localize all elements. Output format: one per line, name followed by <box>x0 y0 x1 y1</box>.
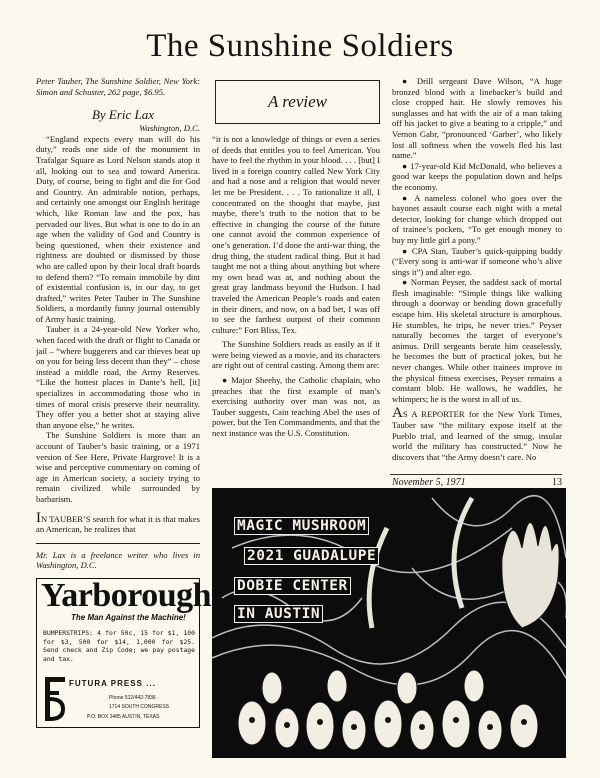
ad-bumperstrips-text: BUMPERSTRIPS: 4 for 50c, 15 for $1, 100 for $3, 500 for $14, 1,000 for $25. Send check and Zip Code; we pay postage and tax. <box>43 629 195 663</box>
paragraph: “England expects every man will do his duty,” reads one side of the monument in Trafalgar Square as Lord Nelson stands atop it all, looking out to sea and toward America. Duty, of course, being to fight and die for God and Country. An admirable notion, perhaps, and certainly one amongst our English heritage which, like Roman law and the pox, has pervaded our lives. But what is one to do in an age when the validity of God and Country is being questioned, when their existence and rightness are doubted or dismissed by those who are called upon by their local draft boards to defend them? “To remain immobile by dint of existential confusion is, in our day, to get drafted,” writes Peter Tauber in The Sunshine Soldiers, a mordantly funny journal ostensibly of Army basic training. <box>36 133 200 324</box>
futura-press <box>45 677 197 725</box>
column-3 <box>392 76 562 472</box>
article-title: The Sunshine Soldiers <box>146 28 454 64</box>
issue-date: November 5, 1971 <box>392 477 466 488</box>
page-footer <box>392 477 562 488</box>
press-address: 1714 SOUTH CONGRESS <box>109 704 170 710</box>
paragraph-text: S A REPORTER for the New York Times, Tauber saw “the military expose itself at the Pueblo trial, and learned of the smug, insular world the military has constructed.” Now he discovers that “the Army doesn’t care. No <box>392 409 562 462</box>
paragraph-text: N TAUBER’S search for what it is that makes an American, he realizes that <box>36 513 200 535</box>
paragraph: “it is not a knowledge of things or even a series of deeds that entitles you to feel American. You have to feel the rhythm in your blood. . . . [but] I lived in a foreign country called New York City and had a nose and a religion that would never let me be President. . . . To rationalize it all, I concentrated on the thought that maybe, just maybe, there’s truth to the notion that to be effective in changing the course of the future one cannot avoid the common experience of one’s generation. I’d done the anti-war thing, the drug thing, the student radical thing. But it had taught me not a thing about anything but where my own head was at, and nothing about the great gray landmass beyond the Hudson. I had traveled the American People’s roads and eaten in their diners, and now, on a bad bet, I was off to see the farthest outpost of their common culture:” Fort Bliss, Tex. <box>212 134 380 335</box>
footer-rule <box>390 474 562 475</box>
poster-line-1: MAGIC MUSHROOM <box>234 518 369 534</box>
yarborough-logo <box>41 577 212 622</box>
paragraph: ● A nameless colonel who goes over the bayonet assault course each night with a metal detector, looking for change which dropped out of trainee’s pockets, “To get enough money to buy my little girl a pony.” <box>392 192 562 245</box>
poster-line-2: 2021 GUADALUPE <box>244 548 379 564</box>
ad-slogan: The Man Against the Machine! <box>71 613 186 622</box>
paragraph: The Sunshine Soldiers reads as easily as if it were being viewed as a movie, and its characters are right out of central casting. Among them are: <box>212 339 380 371</box>
paragraph: Tauber is a 24-year-old New Yorker who, when faced with the draft or flight to Canada or jail – “where buggerers and car thieves beat up on you for being less decent than they” – chose instead a middle road, the Army Reserves. “Like the hottest places in Dante’s hell, [it] specializes in accommodating those who in times of moral crisis preserve their neutrality. They offer you a better shot at staying alive than anyone else,” he writes. <box>36 324 200 430</box>
press-name: FUTURA PRESS ... <box>69 679 156 688</box>
yarborough-ad <box>36 577 212 728</box>
byline: By Eric Lax <box>91 107 155 123</box>
dateline: Washington, D.C. <box>139 123 200 134</box>
paragraph: ● CPA Stan, Tauber’s quick-quipping buddy (“Every song is anti-war if someone who’s alive sings it”) and alter ego. <box>392 245 562 277</box>
divider <box>36 543 200 544</box>
paragraph: ● Norman Peyser, the saddest sack of mortal flesh imaginable: “Simple things like walking through a doorway or bending down gracefully escape him. His skeletal structure is amorphous. He stumbles, he trips, he never tries.” Peyser naturally becomes the target of everyone’s animus. Drill sergeants berate him ceaselessly, he becomes the butt of practical jokes, but he never changes. While other trainees improve in the physical fitness exercises, Peyser remains a constant blob. He wallows, he waddles, he whimpers; he is the worst in all of us. <box>392 277 562 404</box>
page-number: 13 <box>552 477 562 488</box>
paragraph: ● Drill sergeant Dave Wilson, “A huge bronzed blond with a linebacker’s build and close cropped hair. He slowly removes his sunglasses and hat with the air of a man taking off his jacket to give a beating to a cripple,” and Vernon Gabr, “pronounced ‘Garber’, who likely lost all softness when the vowels fled his last name.” <box>392 76 562 161</box>
review-label: A review <box>267 92 327 111</box>
drop-cap: A <box>392 405 403 422</box>
author-bio: Mr. Lax is a freelance writer who lives in Washington, D.C. <box>36 549 200 571</box>
paragraph-dropcap <box>36 509 200 535</box>
column-1 <box>36 76 200 576</box>
paragraph: The Sunshine Soldiers is more than an account of Tauber’s basic training, or a 1971 version of See Here, Private Hargrove! It is a wise and perceptive commentary on coming of age in American society, a society trying to remain civilized while surrounded by barbarism. <box>36 430 200 504</box>
poster-line-3: DOBIE CENTER <box>234 578 351 594</box>
press-phone: Phone 512/442-7836 <box>109 695 156 701</box>
ad-brand: Yarborough <box>41 577 212 614</box>
poster-line-4: IN AUSTIN <box>234 606 323 622</box>
paragraph-dropcap <box>392 405 562 462</box>
magic-mushroom-poster <box>212 488 566 758</box>
paragraph: ● Major Sheehy, the Catholic chaplain, who preaches that the first example of man’s exercising authority over man was not, as Tauber suggests, Cain teaching Abel the uses of power, but the Ten Commandments, and that the next instance was the U.S. Constitution. <box>212 375 380 439</box>
book-info: Peter Tauber, The Sunshine Soldier, New York: Simon and Schuster, 262 page, $6.95. <box>36 76 200 97</box>
review-label-box <box>215 80 380 124</box>
futura-press-logo-icon <box>45 677 65 721</box>
drop-cap: I <box>36 509 41 526</box>
column-2 <box>212 134 380 476</box>
paragraph: ● 17-year-old Kid McDonald, who believes a good war keeps the population down and helps the economy. <box>392 160 562 192</box>
press-pobox: P.O. BOX 3485 AUSTIN, TEXAS <box>87 714 160 720</box>
